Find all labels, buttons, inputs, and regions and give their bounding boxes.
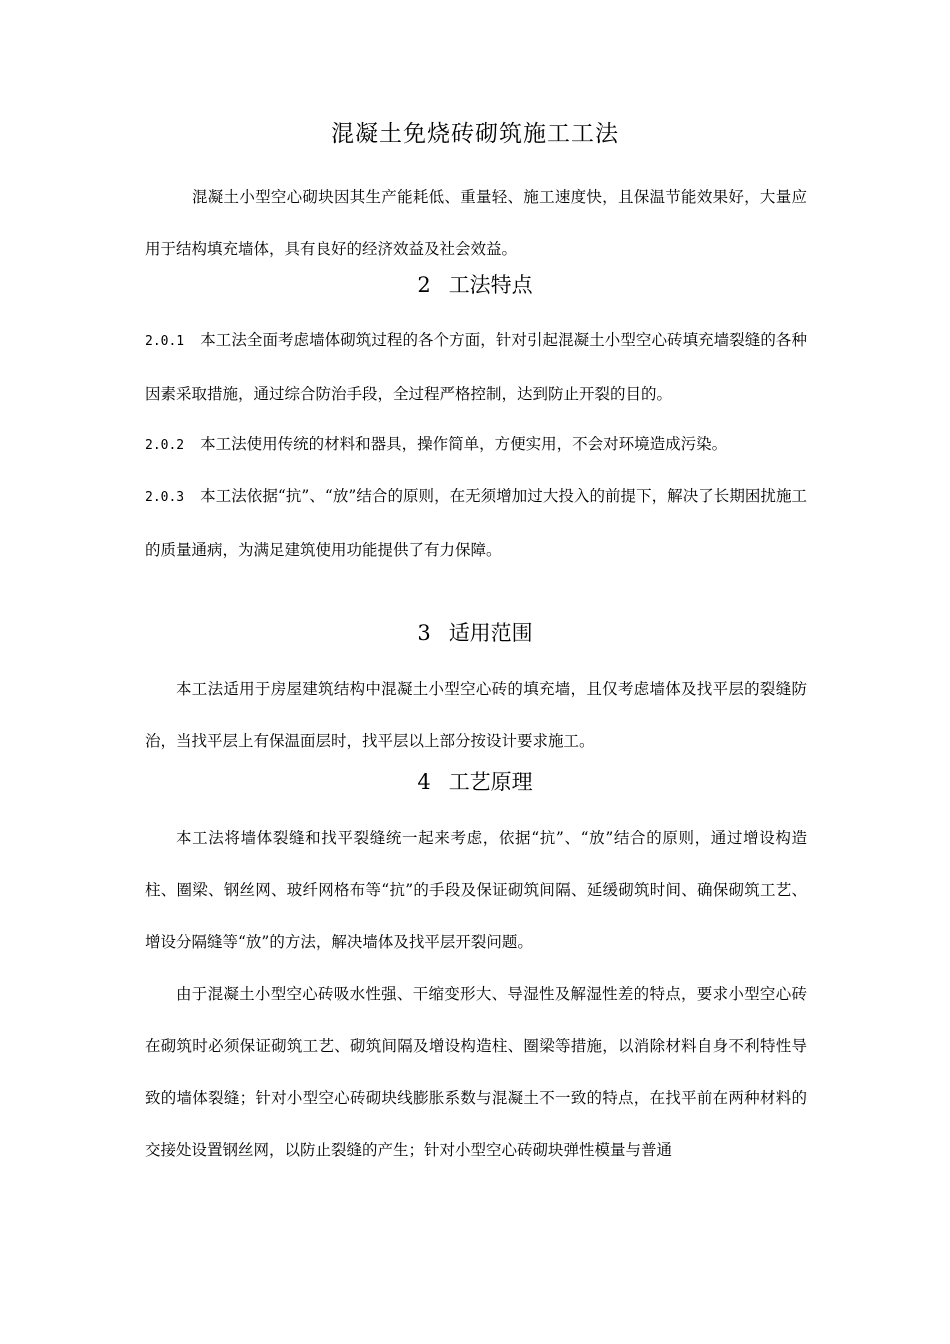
section-4-number: 4 <box>417 770 431 794</box>
intro-paragraph: 混凝土小型空心砌块因其生产能耗低、重量轻、施工速度快，且保温节能效果好，大量应用于结构填充墙体，具有良好的经济效益及社会效益。 <box>145 188 807 258</box>
clause-2-0-1 <box>145 314 807 420</box>
section-4-heading <box>0 764 950 800</box>
document-title: 混凝土免烧砖砌筑施工工法 <box>331 121 619 147</box>
section-2-title: 工法特点 <box>448 273 533 297</box>
section-3-title: 适用范围 <box>448 621 533 645</box>
section-3-paragraph: 本工法适用于房屋建筑结构中混凝土小型空心砖的填充墙，且仅考虑墙体及找平层的裂缝防治，当找平层上有保温面层时，找平层以上部分按设计要求施工。 <box>145 680 807 750</box>
section-4-title: 工艺原理 <box>448 770 533 794</box>
section-4-paragraph-2: 由于混凝土小型空心砖吸水性强、干缩变形大、导湿性及解湿性差的特点，要求小型空心砖在砌筑时必须保证砌筑工艺、砌筑间隔及增设构造柱、圈梁等措施，以消除材料自身不利特性导致的墙体裂缝；针对小型空心砖砌块线膨胀系数与混凝土不一致的特点，在找平前在两种材料的交接处设置钢丝网，以防止裂缝的产生；针对小型空心砖砌块弹性模量与普通 <box>145 985 807 1159</box>
section-4-paragraph-1: 本工法将墙体裂缝和找平裂缝统一起来考虑，依据“抗”、“放”结合的原则，通过增设构造柱、圈梁、钢丝网、玻纤网格布等“抗”的手段及保证砌筑间隔、延缓砌筑时间、确保砌筑工艺、增设分隔缝等“放”的方法，解决墙体及找平层开裂问题。 <box>145 829 807 951</box>
section-2-number: 2 <box>417 273 431 297</box>
section-3-number: 3 <box>417 621 431 645</box>
clause-number: 2.0.2 <box>145 438 185 453</box>
section-3-heading <box>0 615 950 651</box>
section-2-heading <box>0 267 950 303</box>
clause-2-0-3 <box>145 470 807 576</box>
clause-text: 本工法依据“抗”、“放”结合的原则，在无须增加过大投入的前提下，解决了长期困扰施工的质量通病，为满足建筑使用功能提供了有力保障。 <box>145 487 807 559</box>
clause-number: 2.0.1 <box>145 334 185 349</box>
clause-number: 2.0.3 <box>145 490 185 505</box>
clause-2-0-2 <box>145 418 807 472</box>
clause-text: 本工法全面考虑墙体砌筑过程的各个方面，针对引起混凝土小型空心砖填充墙裂缝的各种因素采取措施，通过综合防治手段，全过程严格控制，达到防止开裂的目的。 <box>145 331 807 403</box>
clause-text: 本工法使用传统的材料和器具，操作简单，方便实用，不会对环境造成污染。 <box>200 435 728 453</box>
